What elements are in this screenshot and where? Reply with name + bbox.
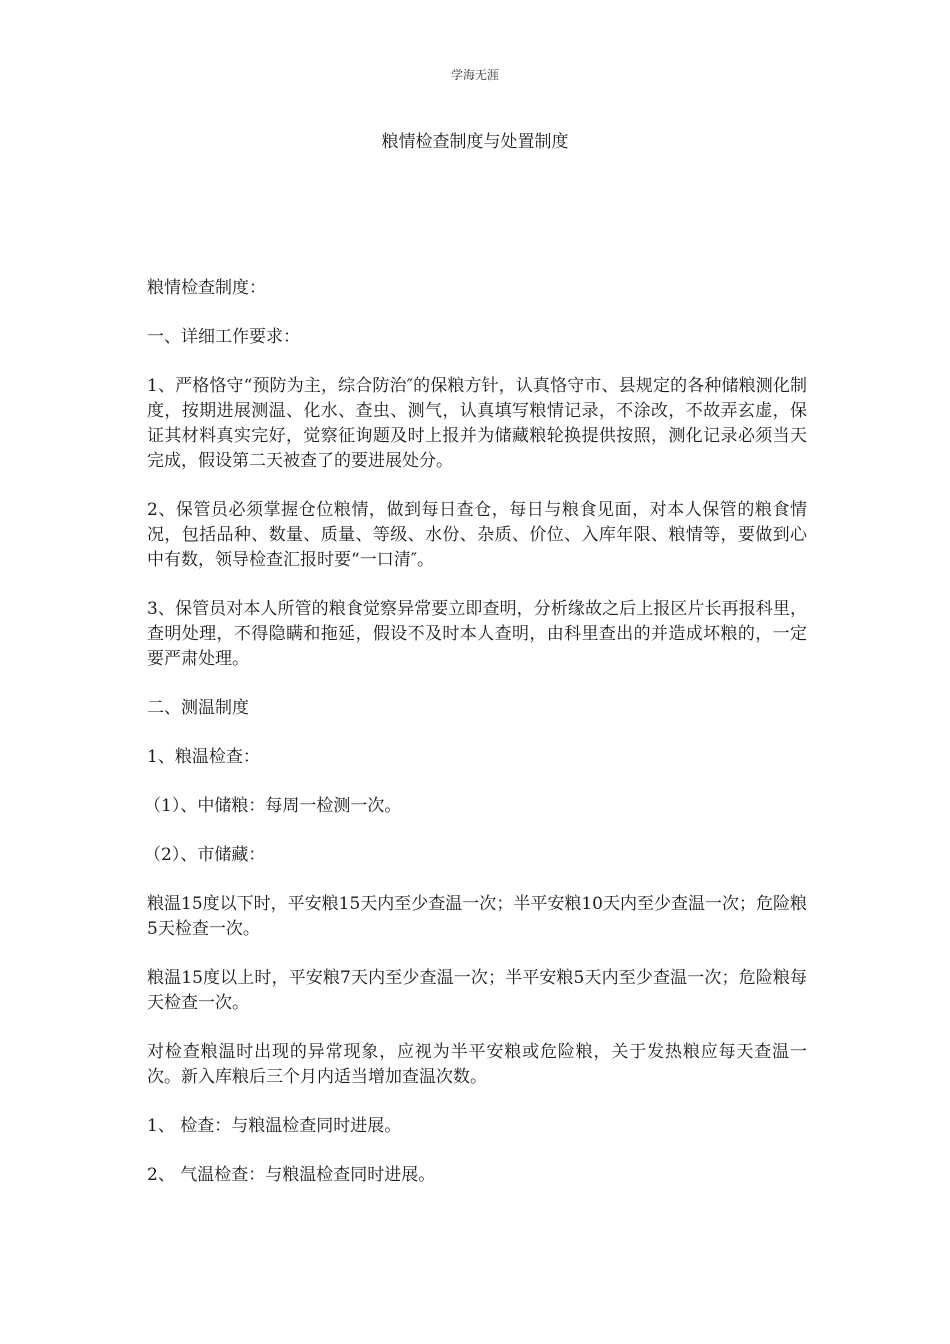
section-heading: 粮情检查制度：: [147, 278, 266, 298]
subsection-heading: 一、详细工作要求：: [147, 327, 300, 347]
paragraph: 1、严格恪守“预防为主，综合防治″的保粮方针，认真恪守市、县规定的各种储粮测化制度，按期进展测温、化水、查虫、测气，认真填写粮情记录，不涂改，不故弄玄虚，保证其材料真实完好，觉察征询题及时上报并为储藏粮轮换提供按照，测化记录必须当天完成，假设第二天被查了的要进展处分。: [147, 376, 807, 471]
document-body: [144, 276, 807, 1212]
paragraph: 2、保管员必须掌握仓位粮情，做到每日查仓，每日与粮食见面，对本人保管的粮食情况，包括品种、数量、质量、等级、水份、杂质、价位、入库年限、粮情等，要做到心中有数，领导检查汇报时要“一口清″。: [147, 500, 807, 570]
subsection-heading: 二、测温制度: [147, 698, 249, 718]
list-item: 2、 气温检查：与粮温检查同时进展。: [147, 1165, 436, 1185]
list-item: （2）、市储藏：: [144, 845, 266, 865]
list-item: 1、粮温检查：: [147, 747, 260, 767]
list-item: 1、 检查：与粮温检查同时进展。: [147, 1116, 402, 1136]
paragraph: 粮温15度以上时，平安粮7天内至少查温一次；半平安粮5天内至少查温一次；危险粮每天检查一次。: [147, 968, 807, 1013]
list-item: （1）、中储粮：每周一检测一次。: [144, 796, 402, 816]
document-title: 粮情检查制度与处置制度: [381, 132, 569, 152]
page-header: 学海无涯: [450, 68, 499, 82]
paragraph: 粮温15度以下时，平安粮15天内至少查温一次；半平安粮10天内至少查温一次；危险粮5天检查一次。: [147, 894, 807, 939]
paragraph: 3、保管员对本人所管的粮食觉察异常要立即查明，分析缘故之后上报区片长再报科里，查明处理，不得隐瞒和拖延，假设不及时本人查明，由科里查出的并造成坏粮的，一定要严肃处理。: [147, 599, 807, 669]
paragraph: 对检查粮温时出现的异常现象，应视为半平安粮或危险粮，关于发热粮应每天查温一次。新入库粮后三个月内适当增加查温次数。: [147, 1042, 807, 1087]
